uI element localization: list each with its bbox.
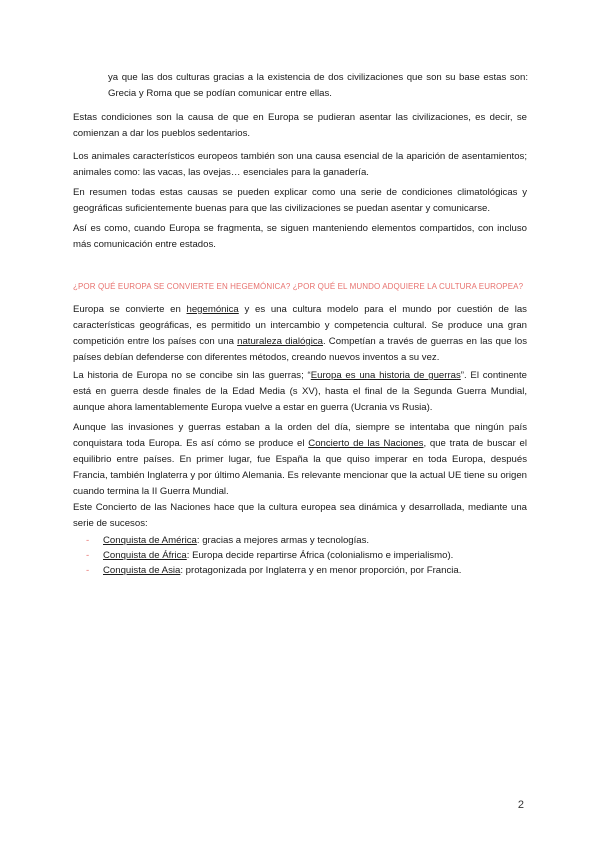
bullet-dash: - xyxy=(86,535,90,546)
list-item-text: : gracias a mejores armas y tecnologías. xyxy=(196,535,370,546)
list-item-america xyxy=(86,533,536,548)
text-run: y es una cultura modelo para el mundo por cuestión de las características geográficas, es permitido un intercambio y competencia cultural. Se produce una gran competición entre los países con una xyxy=(73,304,527,347)
underlined-term-concierto-naciones: Concierto de las Naciones xyxy=(308,438,424,449)
bullet-dash: - xyxy=(86,550,90,561)
paragraph-wars xyxy=(73,368,527,416)
page-number: 2 xyxy=(517,799,524,811)
paragraph-hegemony xyxy=(73,302,527,366)
paragraph-conditions: Estas condiciones son la causa de que en Europa se pudieran asentar las civilizaciones, es decir, se comienzan a dar los pueblos sedentarios. xyxy=(73,112,527,139)
paragraph-animals: Los animales característicos europeos también son una causa esencial de la aparición de asentamientos; animales como: las vacas, las ovejas… esenciales para la ganadería. xyxy=(73,151,527,178)
paragraph-greece-rome: ya que las dos culturas gracias a la existencia de dos civilizaciones que son su base estas son: Grecia y Roma que se podían comunicar entre ellas. xyxy=(108,72,528,99)
text-run: La historia de Europa no se concibe sin las guerras; “ xyxy=(73,370,311,381)
underlined-term-conquista-africa: Conquista de África xyxy=(103,550,187,561)
underlined-term-hegemonica: hegemónica xyxy=(186,304,239,315)
underlined-term-naturaleza-dialogica: naturaleza dialógica xyxy=(237,336,323,347)
paragraph-concert-of-nations xyxy=(73,420,527,500)
paragraph-fragmentation: Así es como, cuando Europa se fragmenta, se siguen manteniendo elementos compartidos, con incluso más comunicación entre estados. xyxy=(73,223,527,250)
text-run: Aunque las invasiones y guerras estaban a la orden del día, siempre se intentaba que ningún país conquistara toda Europa. Es así cómo se produce el xyxy=(73,422,527,449)
paragraph-series-of-events: Este Concierto de las Naciones hace que la cultura europea sea dinámica y desarrollada, mediante una serie de sucesos: xyxy=(73,502,527,529)
paragraph-summary: En resumen todas estas causas se pueden explicar como una serie de condiciones climatológicas y geográficas suficientemente buenas para que las civilizaciones se puedan asentar y comunicarse. xyxy=(73,187,527,214)
text-run: . Competían a través de guerras en las que los países debían defenderse con diferentes métodos, creando nuevos inventos a su vez. xyxy=(73,336,527,363)
bullet-dash: - xyxy=(86,565,90,576)
text-run: , que trata de buscar el equilibrio entre países. En primer lugar, fue España la que quiso imperar en toda Europa, después Francia, también Inglaterra y por último Alemania. Es relevante mencionar que la actual UE tiene su origen cuando termina la II Guerra Mundial. xyxy=(73,438,527,497)
list-item-text: : Europa decide repartirse África (colonialismo e imperialismo). xyxy=(186,550,454,561)
conquest-list xyxy=(86,533,536,578)
underlined-quote-historia-guerras: Europa es una historia de guerras xyxy=(310,370,461,381)
underlined-term-conquista-asia: Conquista de Asia xyxy=(103,565,181,576)
section-heading: ¿POR QUÉ EUROPA SE CONVIERTE EN HEGEMÓNICA? ¿POR QUÉ EL MUNDO ADQUIERE LA CULTURA EUROPEA? xyxy=(73,282,524,291)
text-run: Europa se convierte en xyxy=(73,304,187,315)
underlined-term-conquista-america: Conquista de América xyxy=(103,535,197,546)
list-item-africa xyxy=(86,548,536,563)
list-item-text: : protagonizada por Inglaterra y en menor proporción, por Francia. xyxy=(180,565,462,576)
text-run: ”. El continente está en guerra desde finales de la Edad Media (s XV), hasta el final de la Segunda Guerra Mundial, aunque ahora lamentablemente Europa vuelve a estar en guerra (Ucrania vs Rusia). xyxy=(73,370,527,413)
list-item-asia xyxy=(86,563,536,578)
